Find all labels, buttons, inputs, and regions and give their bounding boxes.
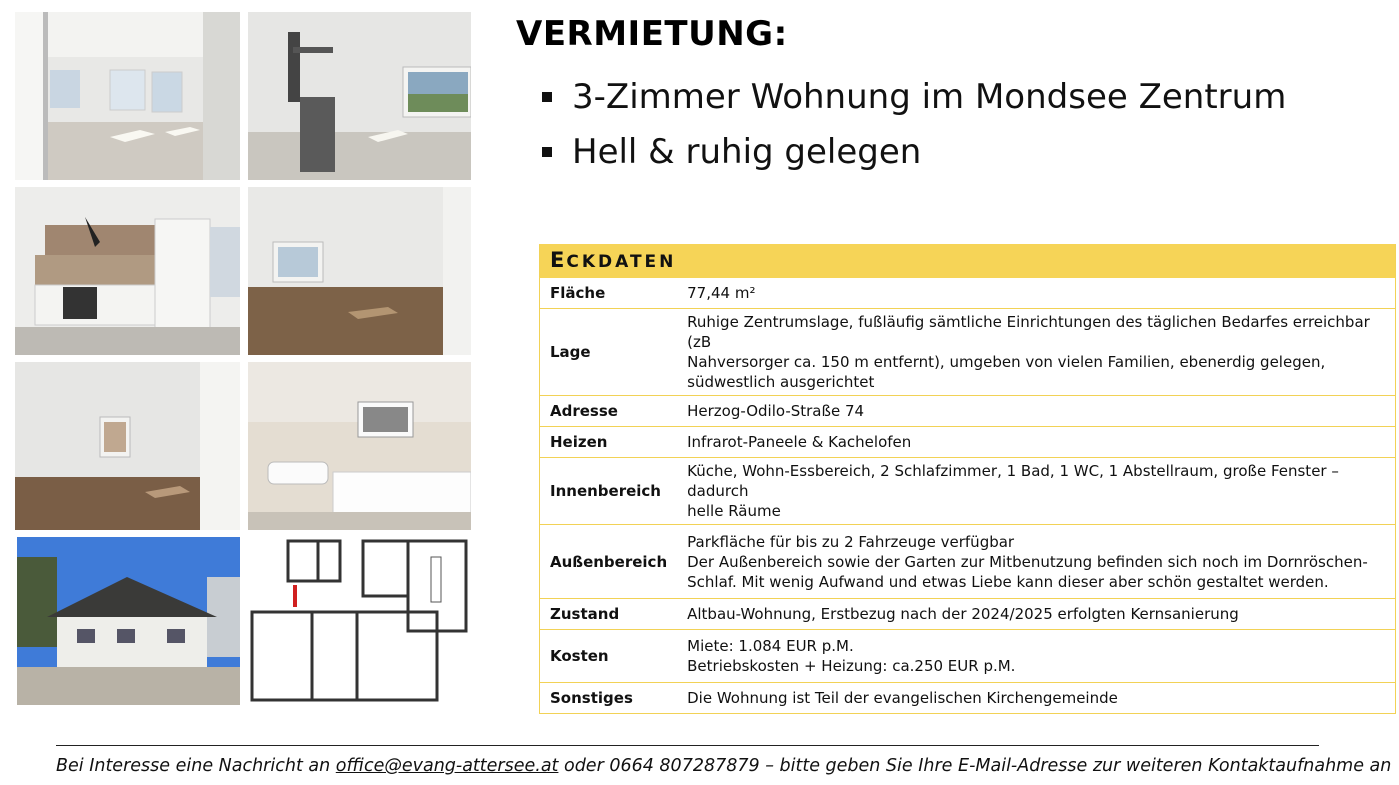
row-value: Ruhige Zentrumslage, fußläufig sämtliche Einrichtungen des täglichen Bedarfes erreichbar (zB Nahversorger ca. 150 m entfernt), umgeben von vielen Familien, ebenerdig gelegen, südwestlich ausgerichtet bbox=[677, 309, 1395, 396]
row-value: Infrarot-Paneele & Kachelofen bbox=[677, 427, 1395, 458]
highlight-item: Hell & ruhig gelegen bbox=[540, 125, 1286, 180]
table-row bbox=[540, 599, 1396, 630]
footer-divider bbox=[56, 745, 1319, 746]
table-row bbox=[540, 525, 1396, 599]
row-value: Küche, Wohn-Essbereich, 2 Schlafzimmer, 1 Bad, 1 WC, 1 Abstellraum, große Fenster – dadurch helle Räume bbox=[677, 458, 1395, 525]
row-label: Zustand bbox=[540, 599, 678, 630]
photo-bathroom bbox=[248, 362, 471, 530]
email-link[interactable]: office@evang-attersee.at bbox=[335, 756, 559, 776]
bullet-square-icon bbox=[542, 147, 552, 157]
row-label: Innenbereich bbox=[540, 458, 678, 525]
row-value: Herzog-Odilo-Straße 74 bbox=[677, 396, 1395, 427]
page-title: VERMIETUNG: bbox=[516, 14, 788, 54]
table-row bbox=[540, 630, 1396, 683]
key-data-table bbox=[539, 244, 1396, 714]
row-value: 77,44 m² bbox=[677, 278, 1395, 309]
table-row bbox=[540, 683, 1396, 714]
photo-kitchen bbox=[15, 187, 240, 355]
table-row bbox=[540, 427, 1396, 458]
row-label: Fläche bbox=[540, 278, 678, 309]
photo-room-with-stove bbox=[248, 12, 471, 180]
table-row bbox=[540, 396, 1396, 427]
table-row bbox=[540, 278, 1396, 309]
table-row bbox=[540, 458, 1396, 525]
row-label: Kosten bbox=[540, 630, 678, 683]
row-value: Die Wohnung ist Teil der evangelischen Kirchengemeinde bbox=[677, 683, 1395, 714]
row-value: Altbau-Wohnung, Erstbezug nach der 2024/2025 erfolgten Kernsanierung bbox=[677, 599, 1395, 630]
row-value: Parkfläche für bis zu 2 Fahrzeuge verfügbar Der Außenbereich sowie der Garten zur Mitbenutzung befinden sich noch im Dornröschen- Schlaf. Mit wenig Aufwand und etwas Liebe kann dieser aber schön gestaltet werden. bbox=[677, 525, 1395, 599]
row-label: Adresse bbox=[540, 396, 678, 427]
photo-house-exterior bbox=[17, 537, 240, 705]
table-row bbox=[540, 309, 1396, 396]
contact-footer: Bei Interesse eine Nachricht an office@evang-attersee.at oder 0664 807287879 – bitte geben Sie Ihre E-Mail-Adresse zur weiteren Kontaktaufnahme an bbox=[56, 756, 1392, 776]
highlight-item: 3-Zimmer Wohnung im Mondsee Zentrum bbox=[540, 70, 1286, 125]
photo-small-room bbox=[15, 362, 240, 530]
table-header: ECKDATEN bbox=[540, 245, 1396, 278]
photo-floor-plan bbox=[248, 537, 471, 705]
bullet-square-icon bbox=[542, 92, 552, 102]
highlights-list bbox=[540, 70, 1286, 180]
row-value: Miete: 1.084 EUR p.M. Betriebskosten + Heizung: ca.250 EUR p.M. bbox=[677, 630, 1395, 683]
row-label: Außenbereich bbox=[540, 525, 678, 599]
row-label: Heizen bbox=[540, 427, 678, 458]
photo-living-room bbox=[15, 12, 240, 180]
photo-bedroom bbox=[248, 187, 471, 355]
row-label: Sonstiges bbox=[540, 683, 678, 714]
row-label: Lage bbox=[540, 309, 678, 396]
